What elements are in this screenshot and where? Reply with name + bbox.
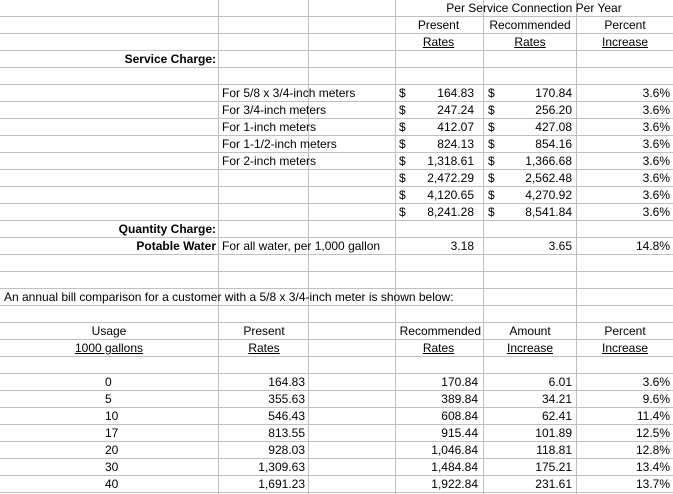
service-row-recommended: 427.08 bbox=[535, 120, 572, 134]
service-row-percent: 3.6% bbox=[642, 86, 670, 100]
bill-row-percent: 12.8% bbox=[635, 443, 670, 457]
service-charge-label: Service Charge: bbox=[124, 52, 216, 66]
currency-symbol: $ bbox=[488, 205, 495, 219]
grid-row-line bbox=[0, 441, 673, 442]
currency-symbol: $ bbox=[488, 103, 495, 117]
bill-row-percent: 9.6% bbox=[642, 392, 670, 406]
bill-percent: Percent bbox=[604, 324, 646, 338]
header-recommended: Recommended bbox=[489, 18, 571, 32]
currency-symbol: $ bbox=[488, 137, 495, 151]
grid-row-line bbox=[0, 458, 673, 459]
potable-water-desc: For all water, per 1,000 gallon bbox=[222, 239, 381, 253]
currency-symbol: $ bbox=[488, 171, 495, 185]
bill-row-amount: 101.89 bbox=[535, 426, 572, 440]
bill-present-rates: Rates bbox=[248, 341, 280, 355]
bill-row-recommended: 915.44 bbox=[441, 426, 478, 440]
bill-percent-increase: Increase bbox=[601, 341, 649, 355]
service-row-recommended: 256.20 bbox=[535, 103, 572, 117]
bill-row-percent: 3.6% bbox=[642, 375, 670, 389]
grid-row-line bbox=[0, 203, 673, 204]
currency-symbol: $ bbox=[399, 86, 406, 100]
bill-amount-increase: Increase bbox=[506, 341, 554, 355]
service-row-recommended: 1,366.68 bbox=[525, 154, 572, 168]
service-row-percent: 3.6% bbox=[642, 137, 670, 151]
bill-row-recommended: 1,922.84 bbox=[431, 477, 478, 491]
bill-row-recommended: 1,046.84 bbox=[431, 443, 478, 457]
service-row-percent: 3.6% bbox=[642, 120, 670, 134]
grid-row-line bbox=[0, 186, 673, 187]
currency-symbol: $ bbox=[488, 154, 495, 168]
currency-symbol: $ bbox=[399, 171, 406, 185]
service-row-percent: 3.6% bbox=[642, 205, 670, 219]
currency-symbol: $ bbox=[399, 205, 406, 219]
service-row-recommended: 4,270.92 bbox=[525, 188, 572, 202]
bill-recommended: Recommended bbox=[399, 324, 481, 338]
header-title: Per Service Connection Per Year bbox=[446, 1, 622, 15]
bill-row-recommended: 608.84 bbox=[441, 409, 478, 423]
service-row-recommended: 8,541.84 bbox=[525, 205, 572, 219]
bill-row-amount: 175.21 bbox=[535, 460, 572, 474]
service-row-percent: 3.6% bbox=[642, 188, 670, 202]
bill-row-percent: 11.4% bbox=[636, 409, 670, 423]
service-row-label: For 1-1/2-inch meters bbox=[222, 137, 337, 151]
quantity-charge-label: Quantity Charge: bbox=[118, 222, 216, 236]
bill-usage: Usage bbox=[91, 324, 127, 338]
bill-row-amount: 231.61 bbox=[535, 477, 572, 491]
currency-symbol: $ bbox=[399, 137, 406, 151]
bill-row-usage: 0 bbox=[105, 375, 112, 389]
bill-row-percent: 12.5% bbox=[635, 426, 670, 440]
bill-row-usage: 17 bbox=[105, 426, 119, 440]
service-row-present: 247.24 bbox=[437, 103, 474, 117]
bill-row-amount: 34.21 bbox=[541, 392, 572, 406]
grid-col-line bbox=[218, 0, 219, 494]
bill-row-amount: 118.81 bbox=[536, 443, 572, 457]
currency-symbol: $ bbox=[488, 86, 495, 100]
grid-row-line bbox=[0, 169, 673, 170]
grid-row-line bbox=[0, 390, 673, 391]
service-row-present: 824.13 bbox=[437, 137, 474, 151]
bill-amount: Amount bbox=[509, 324, 551, 338]
service-row-label: For 1-inch meters bbox=[222, 120, 317, 134]
currency-symbol: $ bbox=[399, 120, 406, 134]
bill-row-usage: 5 bbox=[105, 392, 112, 406]
grid-row-line bbox=[0, 492, 673, 493]
potable-water-label: Potable Water bbox=[136, 239, 216, 253]
bill-usage-units: 1000 gallons bbox=[74, 341, 144, 355]
service-row-percent: 3.6% bbox=[642, 103, 670, 117]
grid-row-line bbox=[0, 373, 673, 374]
bill-row-amount: 62.41 bbox=[541, 409, 572, 423]
service-row-present: 1,318.61 bbox=[427, 154, 474, 168]
currency-symbol: $ bbox=[488, 120, 495, 134]
bill-row-usage: 30 bbox=[105, 460, 119, 474]
service-row-present: 2,472.29 bbox=[427, 171, 474, 185]
service-row-percent: 3.6% bbox=[642, 171, 670, 185]
bill-row-present: 928.03 bbox=[268, 443, 305, 457]
service-row-present: 4,120.65 bbox=[427, 188, 474, 202]
service-row-present: 164.83 bbox=[437, 86, 474, 100]
service-row-percent: 3.6% bbox=[642, 154, 670, 168]
bill-row-present: 813.55 bbox=[268, 426, 305, 440]
bill-row-usage: 10 bbox=[105, 409, 119, 423]
header-percent-increase: Increase bbox=[601, 35, 649, 49]
bill-row-percent: 13.7% bbox=[635, 477, 670, 491]
grid-row-line bbox=[0, 118, 673, 119]
header-percent: Percent bbox=[604, 18, 646, 32]
grid-row-line bbox=[0, 271, 673, 272]
bill-row-percent: 13.4% bbox=[635, 460, 670, 474]
comparison-note: An annual bill comparison for a customer with a 5/8 x 3/4-inch meter is shown below: bbox=[4, 290, 454, 304]
potable-percent: 14.8% bbox=[635, 239, 670, 253]
service-row-recommended: 2,562.48 bbox=[525, 171, 572, 185]
bill-row-usage: 40 bbox=[105, 477, 119, 491]
service-row-label: For 5/8 x 3/4-inch meters bbox=[222, 86, 356, 100]
bill-row-present: 546.43 bbox=[268, 409, 305, 423]
service-row-recommended: 170.84 bbox=[535, 86, 572, 100]
bill-row-usage: 20 bbox=[105, 443, 119, 457]
currency-symbol: $ bbox=[399, 188, 406, 202]
service-row-label: For 2-inch meters bbox=[222, 154, 317, 168]
currency-symbol: $ bbox=[399, 103, 406, 117]
header-recommended-rates: Rates bbox=[514, 35, 546, 49]
potable-recommended: 3.65 bbox=[548, 239, 572, 253]
bill-row-recommended: 389.84 bbox=[441, 392, 478, 406]
bill-row-present: 1,691.23 bbox=[258, 477, 305, 491]
service-row-present: 412.07 bbox=[437, 120, 474, 134]
grid-row-line bbox=[0, 424, 673, 425]
bill-row-present: 1,309.63 bbox=[258, 460, 305, 474]
bill-row-amount: 6.01 bbox=[548, 375, 572, 389]
bill-present: Present bbox=[243, 324, 285, 338]
service-row-present: 8,241.28 bbox=[427, 205, 474, 219]
bill-row-recommended: 1,484.84 bbox=[431, 460, 478, 474]
service-row-recommended: 854.16 bbox=[535, 137, 572, 151]
currency-symbol: $ bbox=[488, 188, 495, 202]
header-present-rates: Rates bbox=[422, 35, 455, 49]
grid-row-line bbox=[0, 407, 673, 408]
service-row-label: For 3/4-inch meters bbox=[222, 103, 327, 117]
bill-row-present: 164.83 bbox=[268, 375, 305, 389]
potable-present: 3.18 bbox=[450, 239, 474, 253]
bill-row-present: 355.63 bbox=[268, 392, 305, 406]
bill-recommended-rates: Rates bbox=[422, 341, 455, 355]
bill-row-recommended: 170.84 bbox=[441, 375, 478, 389]
header-present: Present bbox=[417, 18, 460, 32]
grid-row-line bbox=[0, 475, 673, 476]
currency-symbol: $ bbox=[399, 154, 406, 168]
